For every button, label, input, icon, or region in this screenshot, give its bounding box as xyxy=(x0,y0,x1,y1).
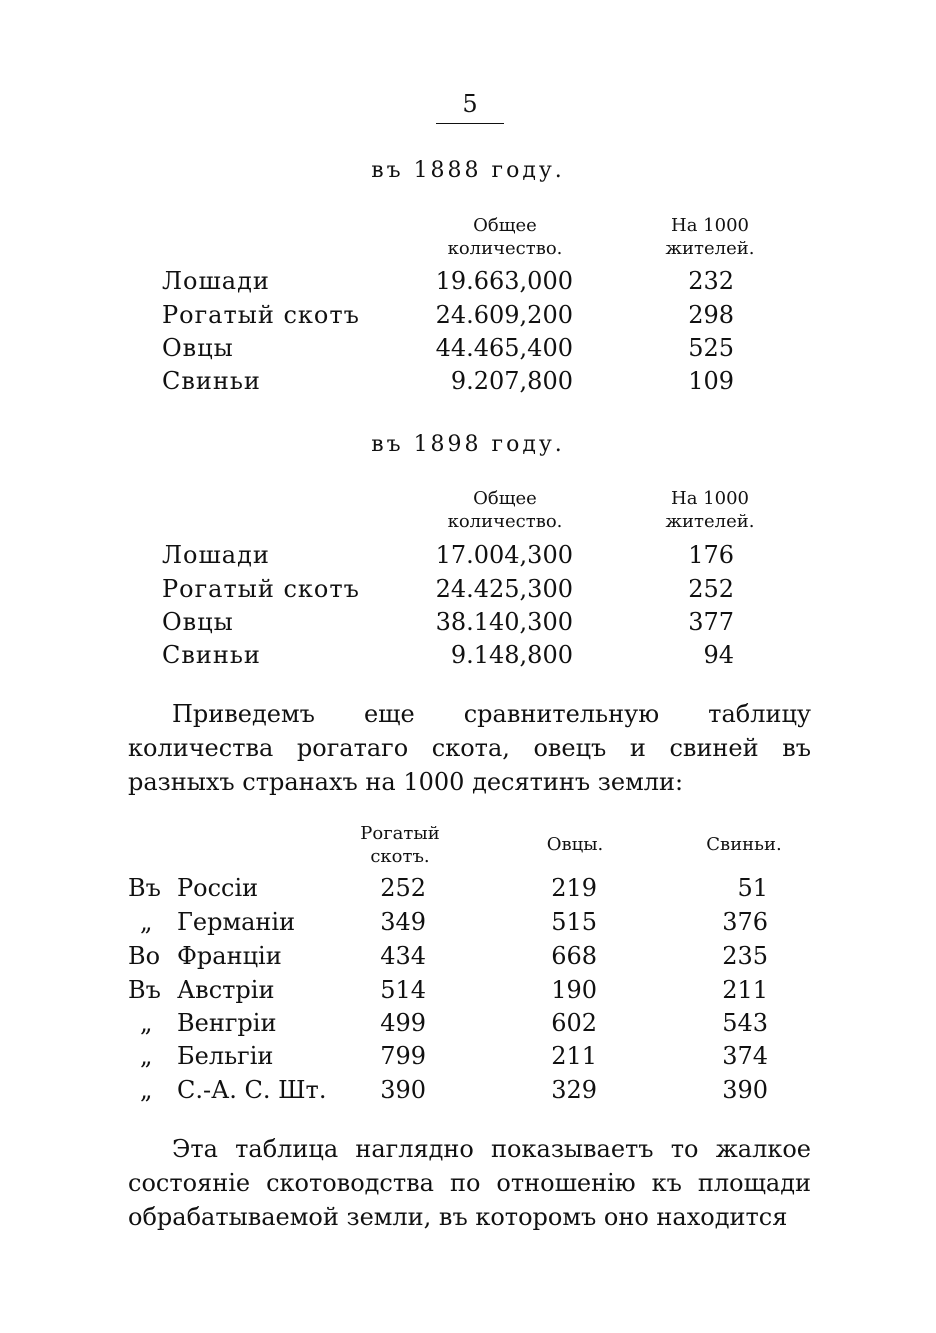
table-row xyxy=(0,334,936,368)
table-3-col-cattle: Рогатый скотъ. xyxy=(360,823,440,867)
row-name: Лошади xyxy=(162,267,270,295)
table-1888-caption: въ 1888 году. xyxy=(371,158,565,183)
table-row xyxy=(0,976,936,1010)
row-prefix: Во xyxy=(128,942,161,970)
row-per-1000: 298 xyxy=(688,301,734,329)
row-per-1000: 232 xyxy=(688,267,734,295)
table-row xyxy=(0,367,936,401)
table-3-col-pigs: Свиньи. xyxy=(706,834,782,855)
row-cattle: 349 xyxy=(380,908,426,936)
row-total: 19.663,000 xyxy=(435,267,573,295)
row-total: 44.465,400 xyxy=(435,334,573,362)
table-1898-col-per: На 1000 жителей. xyxy=(665,488,755,532)
table-row xyxy=(0,874,936,908)
closing-paragraph: Эта таблица наглядно показываетъ то жалкое состояніе скотоводства по отношенію къ площади обрабатываемой земли, въ которомъ оно находится xyxy=(128,1135,811,1231)
table-row xyxy=(0,1042,936,1076)
row-sheep: 219 xyxy=(551,874,597,902)
row-total: 24.609,200 xyxy=(435,301,573,329)
row-name: Овцы xyxy=(162,334,234,362)
table-row xyxy=(0,267,936,301)
row-total: 24.425,300 xyxy=(435,575,573,603)
row-total: 17.004,300 xyxy=(435,541,573,569)
row-prefix: Въ xyxy=(128,874,161,902)
row-country: Германіи xyxy=(177,908,296,936)
row-pigs: 235 xyxy=(722,942,768,970)
row-name: Лошади xyxy=(162,541,270,569)
table-row xyxy=(0,1009,936,1043)
table-row xyxy=(0,641,936,675)
row-per-1000: 525 xyxy=(688,334,734,362)
intro-paragraph: Приведемъ еще сравнительную таблицу количества рогатаго скота, овецъ и свиней въ разныхъ странахъ на 1000 десятинъ земли: xyxy=(128,700,811,796)
row-country: Бельгіи xyxy=(177,1042,274,1070)
row-name: Свиньи xyxy=(162,367,261,395)
row-pigs: 543 xyxy=(722,1009,768,1037)
row-per-1000: 94 xyxy=(703,641,734,669)
row-country: Австріи xyxy=(177,976,275,1004)
row-per-1000: 176 xyxy=(688,541,734,569)
row-pigs: 374 xyxy=(722,1042,768,1070)
table-row xyxy=(0,541,936,575)
row-per-1000: 377 xyxy=(688,608,734,636)
row-pigs: 390 xyxy=(722,1076,768,1104)
row-prefix: Въ xyxy=(128,976,161,1004)
row-name: Свиньи xyxy=(162,641,261,669)
row-cattle: 434 xyxy=(380,942,426,970)
row-country: Россіи xyxy=(177,874,259,902)
row-prefix: „ xyxy=(140,1042,153,1070)
row-sheep: 211 xyxy=(551,1042,597,1070)
row-name: Рогатый скотъ xyxy=(162,575,360,603)
row-country: Венгріи xyxy=(177,1009,277,1037)
row-prefix: „ xyxy=(140,1076,153,1104)
table-3-col-sheep: Овцы. xyxy=(546,834,604,855)
page-number-rule xyxy=(436,123,504,124)
row-sheep: 190 xyxy=(551,976,597,1004)
row-total: 9.207,800 xyxy=(450,367,573,395)
row-sheep: 602 xyxy=(551,1009,597,1037)
row-cattle: 514 xyxy=(380,976,426,1004)
table-1888-col-per: На 1000 жителей. xyxy=(665,215,755,259)
row-cattle: 499 xyxy=(380,1009,426,1037)
table-1888-col-total: Общее количество. xyxy=(447,215,563,259)
table-row xyxy=(0,942,936,976)
row-pigs: 211 xyxy=(722,976,768,1004)
row-cattle: 252 xyxy=(380,874,426,902)
row-prefix: „ xyxy=(140,908,153,936)
table-row xyxy=(0,608,936,642)
table-row xyxy=(0,908,936,942)
row-pigs: 51 xyxy=(737,874,768,902)
row-country: Франціи xyxy=(177,942,282,970)
row-name: Рогатый скотъ xyxy=(162,301,360,329)
row-per-1000: 109 xyxy=(688,367,734,395)
row-total: 38.140,300 xyxy=(435,608,573,636)
row-total: 9.148,800 xyxy=(450,641,573,669)
row-pigs: 376 xyxy=(722,908,768,936)
row-name: Овцы xyxy=(162,608,234,636)
page-number: 5 xyxy=(462,90,478,118)
table-row xyxy=(0,301,936,335)
table-row xyxy=(0,575,936,609)
row-cattle: 799 xyxy=(380,1042,426,1070)
table-1898-caption: въ 1898 году. xyxy=(371,432,565,457)
table-row xyxy=(0,1076,936,1110)
table-1898-col-total: Общее количество. xyxy=(447,488,563,532)
row-per-1000: 252 xyxy=(688,575,734,603)
row-cattle: 390 xyxy=(380,1076,426,1104)
row-sheep: 668 xyxy=(551,942,597,970)
row-country: С.-А. С. Шт. xyxy=(177,1076,327,1104)
row-prefix: „ xyxy=(140,1009,153,1037)
row-sheep: 329 xyxy=(551,1076,597,1104)
row-sheep: 515 xyxy=(551,908,597,936)
